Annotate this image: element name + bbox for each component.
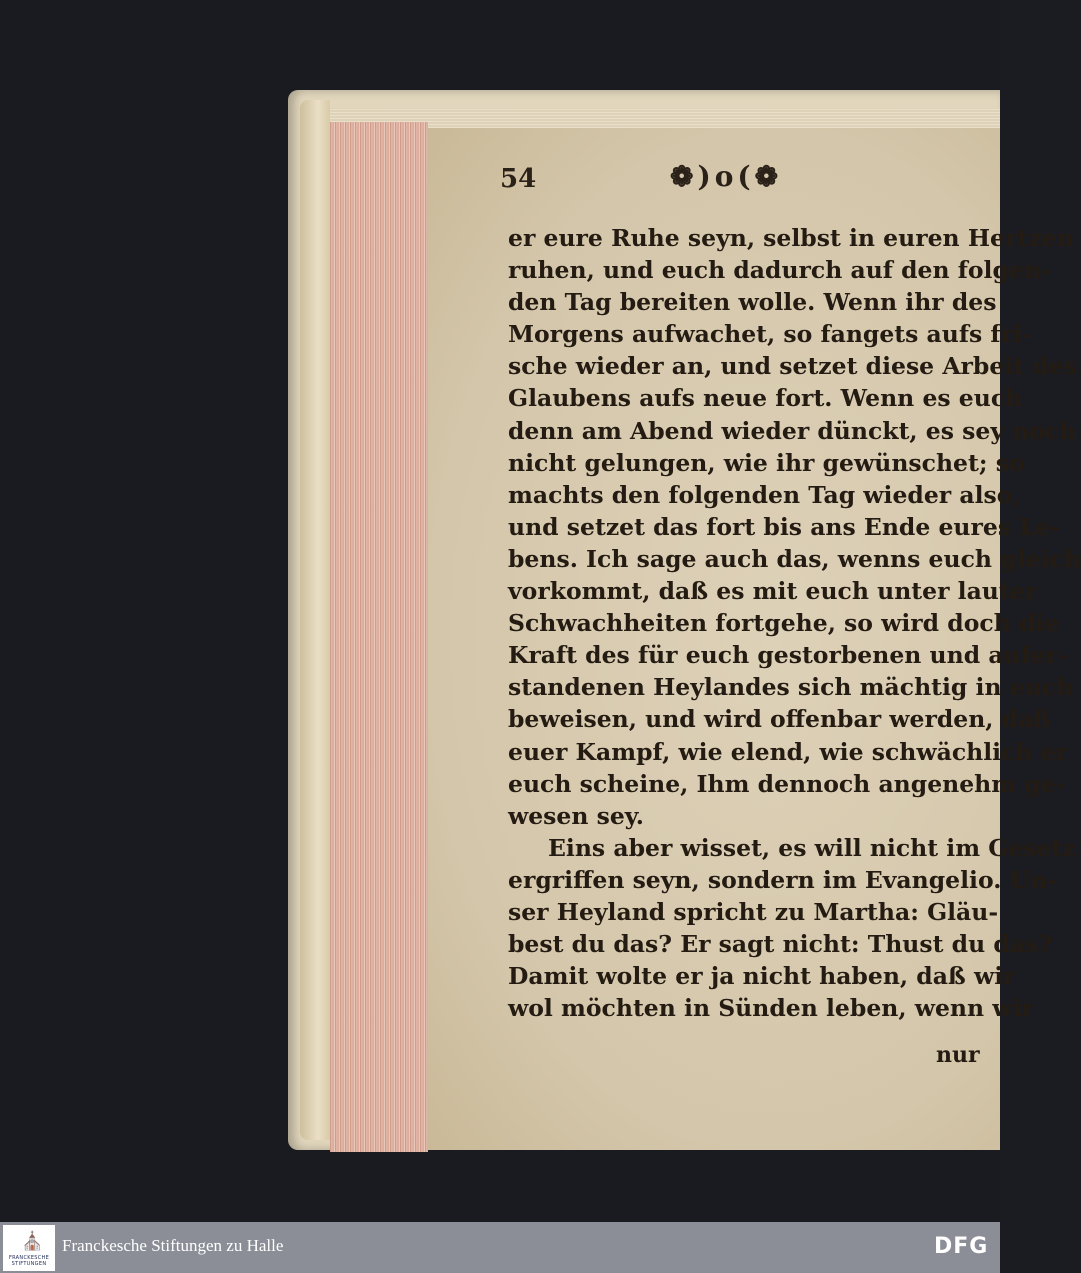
- logo-text: FRANCKESCHE STIFTUNGEN: [8, 1255, 50, 1267]
- institution-logo[interactable]: [3, 1225, 55, 1271]
- book-spine: [300, 100, 330, 1140]
- text-line: wol möchten in Sünden leben, wenn wir: [508, 994, 1034, 1023]
- text-line: Glaubens aufs neue fort. Wenn es euch: [508, 384, 1023, 413]
- page-fore-edges: [330, 122, 428, 1152]
- text-line: euer Kampf, wie elend, wie schwächlich er: [508, 737, 1068, 766]
- text-line: wesen sey.: [508, 801, 644, 830]
- text-line: machts den folgenden Tag wieder also,: [508, 480, 1021, 509]
- text-line: er eure Ruhe seyn, selbst in euren Hertzen: [508, 224, 1074, 252]
- running-head: [500, 160, 970, 200]
- text-line: ser Heyland spricht zu Martha: Gläu-: [508, 897, 999, 926]
- catchword: nur: [936, 1042, 980, 1068]
- text-line: nicht gelungen, wie ihr gewünschet; so: [508, 448, 1025, 477]
- text-line: Eins aber wisset, es will nicht im Gesetz: [548, 833, 1076, 862]
- text-line: beweisen, und wird offenbar werden, daß: [508, 705, 1052, 734]
- text-line: denn am Abend wieder dünckt, es sey noch: [508, 416, 1077, 445]
- text-line: bens. Ich sage auch das, wenns euch gleich: [508, 544, 1081, 573]
- text-line: standenen Heylandes sich mächtig in euch: [508, 673, 1074, 702]
- text-line: euch scheine, Ihm dennoch angenehm ge-: [508, 769, 1066, 798]
- text-line: best du das? Er sagt nicht: Thust du das?: [508, 930, 1052, 959]
- text-line: vorkommt, daß es mit euch unter lauter: [508, 577, 1038, 606]
- institution-name: Franckesche Stiftungen zu Halle: [62, 1236, 284, 1255]
- text-line: Schwachheiten fortgehe, so wird doch die: [508, 609, 1060, 638]
- page-number: 54: [500, 164, 537, 194]
- text-line: und setzet das fort bis ans Ende eures Le-: [508, 512, 1061, 541]
- text-line: sche wieder an, und setzet diese Arbeit des: [508, 352, 1077, 381]
- dfg-logo[interactable]: DFG: [934, 1234, 989, 1259]
- page-top-edges: [330, 108, 1000, 128]
- building-icon: ⛪: [21, 1231, 44, 1252]
- text-line: den Tag bereiten wolle. Wenn ihr des: [508, 288, 997, 317]
- header-ornament: ❁)o(❁: [670, 160, 783, 193]
- text-line: ergriffen seyn, sondern im Evangelio. Un-: [508, 865, 1057, 894]
- text-line: Morgens aufwachet, so fangets aufs fri-: [508, 320, 1032, 349]
- page-text: [508, 222, 1081, 1024]
- text-line: Kraft des für euch gestorbenen und aufer-: [508, 641, 1068, 670]
- text-line: Damit wolte er ja nicht haben, daß wir: [508, 962, 1016, 991]
- text-line: ruhen, und euch dadurch auf den folgen-: [508, 256, 1051, 285]
